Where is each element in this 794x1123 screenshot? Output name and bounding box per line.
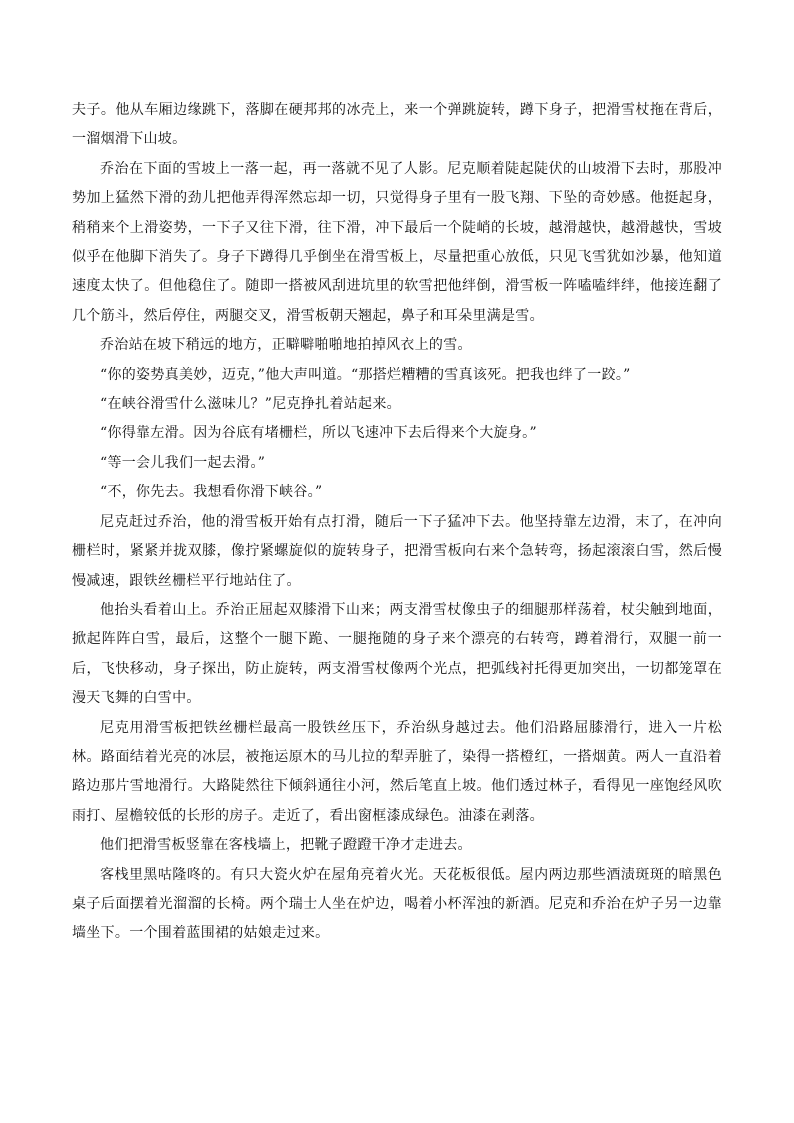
paragraph: 乔治在下面的雪坡上一落一起，再一落就不见了人影。尼克顺着陡起陡伏的山坡滑下去时，那股冲势加上猛然下滑的劲儿把他弄得浑然忘却一切，只觉得身子里有一股飞翔、下坠的奇妙感。他挺起身，稍稍来个上滑姿势，一下子又往下滑，往下滑，冲下最后一个陡峭的长坡，越滑越快，越滑越快，雪坡似乎在他脚下消失了。身子下蹲得几乎倒坐在滑雪板上，尽量把重心放低，只见飞雪犹如沙暴，他知道速度太快了。但他稳住了。随即一搭被风刮进坑里的软雪把他绊倒，滑雪板一阵嗑嗑绊绊，他接连翻了几个筋斗，然后停住，两腿交叉，滑雪板朝天翘起，鼻子和耳朵里满是雪。 [72,160,722,324]
dialogue-line: “在峡谷滑雪什么滋味儿？”尼克挣扎着站起来。 [100,396,401,413]
dialogue-line: “你的姿势真美妙，迈克，”他大声叫道。“那搭烂糟糟的雪真该死。把我也绊了一跤。” [100,366,631,383]
dialogue-line: “不，你先去。我想看你滑下峡谷。” [100,484,323,501]
paragraph: 乔治站在坡下稍远的地方，正噼噼啪啪地拍掉风衣上的雪。 [100,337,472,354]
paragraph: 客栈里黑咕隆咚的。有只大瓷火炉在屋角亮着火光。天花板很低。屋内两边那些酒渍斑斑的暗黑色桌子后面摆着光溜溜的长椅。两个瑞士人坐在炉边，喝着小杯浑浊的新酒。尼克和乔治在炉子另一边靠墙坐下。一个围着蓝围裙的姑娘走过来。 [72,866,722,942]
paragraph: 尼克用滑雪板把铁丝栅栏最高一股铁丝压下，乔治纵身越过去。他们沿路屈膝滑行，进入一片松林。路面结着光亮的冰层，被拖运原木的马儿拉的犁弄脏了，染得一搭橙红，一搭烟黄。两人一直沿着路边那片雪地滑行。大路陡然往下倾斜通往小河，然后笔直上坡。他们透过林子，看得见一座饱经风吹雨打、屋檐较低的长形的房子。走近了，看出窗框漆成绿色。油漆在剥落。 [72,719,722,824]
dialogue-line: “等一会儿我们一起去滑。” [100,454,266,471]
document-page [72,96,722,949]
paragraph-continued: 夫子。他从车厢边缘跳下，落脚在硬邦邦的冰壳上，来一个弹跳旋转，蹲下身子，把滑雪杖拖在背后，一溜烟滑下山坡。 [72,102,722,148]
paragraph: 尼克赶过乔治，他的滑雪板开始有点打滑，随后一下子猛冲下去。他坚持靠左边滑，末了，在冲向栅栏时，紧紧并拢双膝，像拧紧螺旋似的旋转身子，把滑雪板向右来个急转弯，扬起滚滚白雪，然后慢慢减速，跟铁丝栅栏平行地站住了。 [72,513,722,589]
paragraph: 他抬头看着山上。乔治正屈起双膝滑下山来；两支滑雪杖像虫子的细腿那样荡着，杖尖触到地面，掀起阵阵白雪，最后，这整个一腿下跪、一腿拖随的身子来个漂亮的右转弯，蹲着滑行，双腿一前一后，飞快移动，身子探出，防止旋转，两支滑雪杖像两个光点，把弧线衬托得更加突出，一切都笼罩在漫天飞舞的白雪中。 [72,601,722,707]
dialogue-line: “你得靠左滑。因为谷底有堵栅栏，所以飞速冲下去后得来个大旋身。” [100,425,537,442]
paragraph: 他们把滑雪板竖靠在客栈墙上，把靴子蹬蹬干净才走进去。 [100,837,472,854]
